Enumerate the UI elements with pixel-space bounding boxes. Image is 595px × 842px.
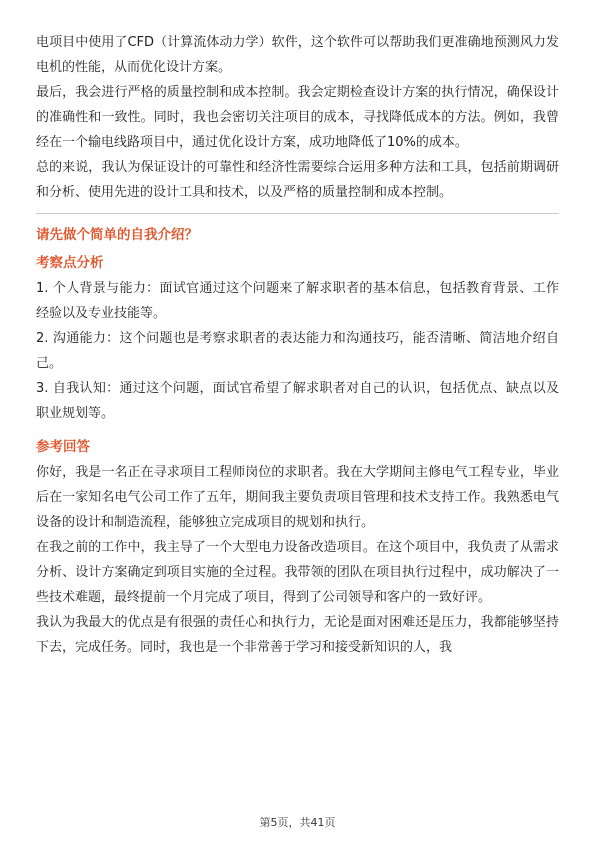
answer-paragraph: 我认为我最大的优点是有很强的责任心和执行力，无论是面对困难还是压力，我都能够坚持下去，完成任务。同时，我也是一个非常善于学习和接受新知识的人，我	[36, 615, 559, 655]
question-heading: 请先做个简单的自我介绍？	[36, 227, 198, 243]
answer-paragraph: 在我之前的工作中，我主导了一个大型电力设备改造项目。在这个项目中，我负责了从需求分析、设计方案确定到项目实施的全过程。我带领的团队在项目执行过程中，成功解决了一些技术难题，最终提前一个月完成了项目，得到了公司领导和客户的一致好评。	[36, 540, 559, 605]
page-number: 第5页，共41页	[259, 816, 336, 829]
page-content	[36, 30, 559, 660]
paragraph: 最后，我会进行严格的质量控制和成本控制。我会定期检查设计方案的执行情况，确保设计的准确性和一致性。同时，我也会密切关注项目的成本，寻找降低成本的方法。例如，我曾经在一个输电线路项目中，通过优化设计方案，成功地降低了10%的成本。	[36, 85, 559, 150]
paragraph: 电项目中使用了CFD（计算流体动力学）软件，这个软件可以帮助我们更准确地预测风力发电机的性能，从而优化设计方案。	[36, 35, 559, 75]
analysis-item: 1. 个人背景与能力：面试官通过这个问题来了解求职者的基本信息，包括教育背景、工作经验以及专业技能等。	[36, 281, 559, 321]
analysis-item: 3. 自我认知：通过这个问题，面试官希望了解求职者对自己的认识，包括优点、缺点以及职业规划等。	[36, 381, 559, 421]
analysis-item: 2. 沟通能力：这个问题也是考察求职者的表达能力和沟通技巧，能否清晰、简洁地介绍自己。	[36, 331, 559, 371]
section-divider	[36, 213, 559, 214]
answer-paragraph: 你好，我是一名正在寻求项目工程师岗位的求职者。我在大学期间主修电气工程专业，毕业后在一家知名电气公司工作了五年，期间我主要负责项目管理和技术支持工作。我熟悉电气设备的设计和制造流程，能够独立完成项目的规划和执行。	[36, 465, 559, 530]
analysis-heading: 考察点分析	[36, 255, 104, 271]
paragraph: 总的来说，我认为保证设计的可靠性和经济性需要综合运用多种方法和工具，包括前期调研和分析、使用先进的设计工具和技术，以及严格的质量控制和成本控制。	[36, 160, 559, 200]
answer-heading: 参考回答	[36, 439, 90, 455]
